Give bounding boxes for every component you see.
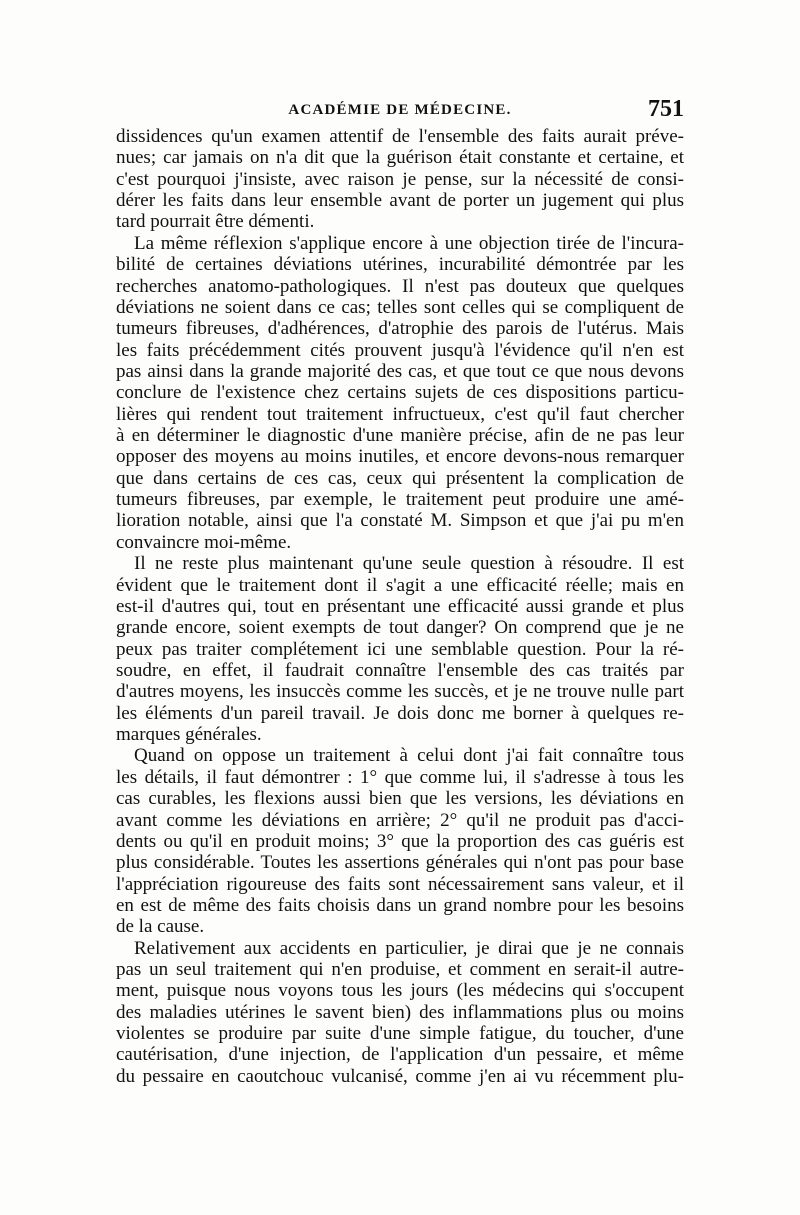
text-line: les détails, il faut démontrer : 1° que comme lui, il s'adresse à tous les <box>116 766 684 788</box>
text-line: les éléments d'un pareil travail. Je dois donc me borner à quelques re- <box>116 702 684 724</box>
text-line: violentes se produire par suite d'une simple fatigue, du toucher, d'une <box>116 1023 684 1045</box>
text-line: tard pourrait être démenti. <box>116 211 315 233</box>
text-line: tumeurs fibreuses, d'adhérences, d'atrophie des parois de l'utérus. Mais <box>116 318 684 340</box>
text-line: plus considérable. Toutes les assertions générales qui n'ont pas pour base <box>116 852 684 874</box>
text-line: bilité de certaines déviations utérines, incurabilité démontrée par les <box>116 254 684 276</box>
text-line: déviations ne soient dans ce cas; telles sont celles qui se compliquent de <box>116 296 684 318</box>
text-line: La même réflexion s'applique encore à une objection tirée de l'incura- <box>134 232 684 254</box>
text-line: cas curables, les flexions aussi bien que les versions, les déviations en <box>116 788 684 810</box>
text-line: est-il d'autres qui, tout en présentant une efficacité aussi grande et plus <box>116 595 684 617</box>
text-line: dents ou qu'il en produit moins; 3° que la proportion des cas guéris est <box>116 830 684 852</box>
text-line: Il ne reste plus maintenant qu'une seule question à résoudre. Il est <box>134 553 684 575</box>
running-title: ACADÉMIE DE MÉDECINE. <box>288 102 512 118</box>
text-line: pas un seul traitement qui n'en produise, et comment en serait-il autre- <box>116 959 684 981</box>
text-line: que dans certains de ces cas, ceux qui présentent la complication de <box>116 467 684 489</box>
text-line: peux pas traiter complétement ici une semblable question. Pour la ré- <box>116 638 684 660</box>
text-line: recherches anatomo-pathologiques. Il n'est pas douteux que quelques <box>116 275 684 297</box>
text-line: conclure de l'existence chez certains sujets de ces dispositions particu- <box>116 382 684 404</box>
text-line: de la cause. <box>116 916 205 938</box>
page-number: 751 <box>648 96 684 122</box>
running-head <box>116 96 684 126</box>
text-line: dérer les faits dans leur ensemble avant de porter un jugement qui plus <box>116 190 684 212</box>
text-line: ment, puisque nous voyons tous les jours (les médecins qui s'occupent <box>116 980 684 1002</box>
text-line: Quand on oppose un traitement à celui dont j'ai fait connaître tous <box>134 745 684 767</box>
text-line: en est de même des faits choisis dans un grand nombre pour les besoins <box>116 894 684 916</box>
text-line: évident que le traitement dont il s'agit a une efficacité réelle; mais en <box>116 574 684 596</box>
text-line: opposer des moyens au moins inutiles, et encore devons-nous remarquer <box>116 446 684 468</box>
text-line: à en déterminer le diagnostic d'une manière précise, afin de ne pas leur <box>116 425 684 447</box>
text-line: d'autres moyens, les insuccès comme les succès, et je ne trouve nulle part <box>116 681 684 703</box>
text-line: lières qui rendent tout traitement infructueux, c'est qu'il faut chercher <box>116 403 684 425</box>
text-line: avant comme les déviations en arrière; 2° qu'il ne produit pas d'acci- <box>116 809 684 831</box>
text-line: grande encore, soient exempts de tout danger? On comprend que je ne <box>116 617 684 639</box>
text-line: marques générales. <box>116 724 262 746</box>
text-line: nues; car jamais on n'a dit que la guérison était constante et certaine, et <box>116 147 684 169</box>
text-line: des maladies utérines le savent bien) des inflammations plus ou moins <box>116 1001 684 1023</box>
text-line: l'appréciation rigoureuse des faits sont nécessairement sans valeur, et il <box>116 873 684 895</box>
text-line: les faits précédemment cités prouvent jusqu'à l'évidence qu'il n'en est <box>116 339 684 361</box>
text-line: dissidences qu'un examen attentif de l'ensemble des faits aurait préve- <box>116 126 684 147</box>
text-line: tumeurs fibreuses, par exemple, le traitement peut produire une amé- <box>116 489 684 511</box>
text-line: c'est pourquoi j'insiste, avec raison je pense, sur la nécessité de consi- <box>116 168 684 190</box>
body-text <box>116 126 684 1087</box>
text-line: cautérisation, d'une injection, de l'application d'un pessaire, et même <box>116 1044 684 1066</box>
text-line: convaincre moi-même. <box>116 531 292 553</box>
text-line: du pessaire en caoutchouc vulcanisé, comme j'en ai vu récemment plu- <box>116 1065 684 1087</box>
text-line: Relativement aux accidents en particulier, je dirai que je ne connais <box>134 937 684 959</box>
text-line: pas ainsi dans la grande majorité des cas, et que tout ce que nous devons <box>116 360 684 382</box>
text-line: soudre, en effet, il faudrait connaître l'ensemble des cas traités par <box>116 659 684 681</box>
text-line: lioration notable, ainsi que l'a constaté M. Simpson et que j'ai pu m'en <box>116 510 684 532</box>
